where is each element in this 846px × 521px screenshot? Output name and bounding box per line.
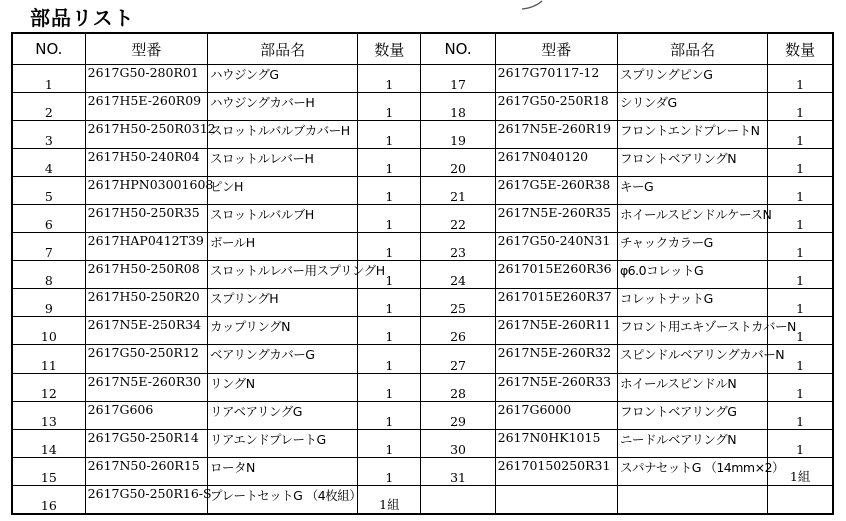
table-row (12, 317, 833, 345)
part-qty-cell: 1 (358, 345, 421, 373)
part-qty-cell: 1 (768, 233, 833, 261)
part-qty-cell (768, 485, 833, 514)
part-qty-cell: 1 (768, 373, 833, 401)
part-qty-cell: 1 (358, 289, 421, 317)
part-model-cell: 2617G50-250R18 (495, 93, 617, 121)
part-model-cell: 2617N5E-250R34 (85, 317, 207, 345)
part-number-cell: 12 (12, 373, 85, 401)
part-model-cell: 2617H50-250R08 (85, 261, 207, 289)
part-number-cell: 27 (421, 345, 495, 373)
part-model-cell: 2617HPN03001608 (85, 177, 207, 205)
part-model-cell: 2617H50-250R35 (85, 205, 207, 233)
part-number-cell: 16 (12, 485, 85, 514)
part-model-cell: 2617N040120 (495, 149, 617, 177)
part-model-cell: 2617N5E-260R33 (495, 373, 617, 401)
part-number-cell: 6 (12, 205, 85, 233)
table-row (12, 373, 833, 401)
part-model-cell: 2617G70117-12 (495, 65, 617, 93)
part-model-cell: 2617N5E-260R11 (495, 317, 617, 345)
part-number-cell: 15 (12, 457, 85, 485)
part-qty-cell: 1 (358, 149, 421, 177)
part-qty-cell: 1 (768, 429, 833, 457)
part-number-cell: 9 (12, 289, 85, 317)
header-row (12, 33, 833, 65)
part-number-cell: 18 (421, 93, 495, 121)
part-qty-cell: 1 (768, 93, 833, 121)
part-qty-cell: 1 (768, 289, 833, 317)
part-qty-cell: 1組 (768, 457, 833, 485)
part-name-cell: ロータN (207, 457, 357, 485)
part-model-cell: 2617G50-250R16-S (85, 485, 207, 514)
part-name-cell: ハウジングG (207, 65, 357, 93)
part-qty-cell: 1 (358, 65, 421, 93)
table-row (12, 205, 833, 233)
part-qty-cell: 1 (768, 121, 833, 149)
part-number-cell: 26 (421, 317, 495, 345)
part-qty-cell: 1組 (358, 485, 421, 514)
part-name-cell: スプリングH (207, 289, 357, 317)
table-row (12, 289, 833, 317)
part-qty-cell: 1 (768, 205, 833, 233)
part-qty-cell: 1 (358, 261, 421, 289)
part-model-cell: 2617015E260R37 (495, 289, 617, 317)
part-model-cell: 2617G6000 (495, 401, 617, 429)
part-name-cell: ニードルベアリングN (617, 429, 767, 457)
part-name-cell: フロントベアリングG (617, 401, 767, 429)
part-qty-cell: 1 (358, 233, 421, 261)
part-model-cell: 2617HAP0412T39 (85, 233, 207, 261)
part-qty-cell: 1 (358, 205, 421, 233)
part-qty-cell: 1 (358, 121, 421, 149)
part-model-cell: 2617N5E-260R32 (495, 345, 617, 373)
part-number-cell: 11 (12, 345, 85, 373)
part-name-cell: フロントベアリングN (617, 149, 767, 177)
part-qty-cell: 1 (768, 401, 833, 429)
table-row (12, 149, 833, 177)
part-number-cell: 31 (421, 457, 495, 485)
part-number-cell: 30 (421, 429, 495, 457)
table-row (12, 401, 833, 429)
table-row (12, 65, 833, 93)
part-model-cell: 2617015E260R36 (495, 261, 617, 289)
part-model-cell: 2617N0HK1015 (495, 429, 617, 457)
header-no: NO. (421, 33, 495, 65)
part-number-cell: 19 (421, 121, 495, 149)
part-model-cell: 2617G50-240N31 (495, 233, 617, 261)
part-number-cell: 22 (421, 205, 495, 233)
part-number-cell: 10 (12, 317, 85, 345)
part-name-cell: ボールH (207, 233, 357, 261)
header-qty: 数量 (358, 33, 421, 65)
part-qty-cell: 1 (358, 317, 421, 345)
table-row (12, 345, 833, 373)
part-model-cell: 2617G5E-260R38 (495, 177, 617, 205)
part-name-cell: ホイールスピンドルケースN (617, 205, 767, 233)
part-model-cell: 2617N5E-260R35 (495, 205, 617, 233)
part-name-cell (617, 485, 767, 514)
part-name-cell: フロントエンドプレートN (617, 121, 767, 149)
part-name-cell: ホイールスピンドルN (617, 373, 767, 401)
part-name-cell: シリンダG (617, 93, 767, 121)
part-qty-cell: 1 (768, 149, 833, 177)
part-name-cell: スロットルバルブH (207, 205, 357, 233)
part-qty-cell: 1 (768, 317, 833, 345)
part-model-cell: 2617G606 (85, 401, 207, 429)
part-name-cell: ハウジングカバーH (207, 93, 357, 121)
part-qty-cell: 1 (768, 261, 833, 289)
part-number-cell: 7 (12, 233, 85, 261)
part-name-cell: チャックカラーG (617, 233, 767, 261)
table-row (12, 93, 833, 121)
part-name-cell: ベアリングカバーG (207, 345, 357, 373)
part-number-cell: 13 (12, 401, 85, 429)
part-name-cell: リングN (207, 373, 357, 401)
part-model-cell: 2617G50-280R01 (85, 65, 207, 93)
part-number-cell: 2 (12, 93, 85, 121)
header-name: 部品名 (207, 33, 357, 65)
part-qty-cell: 1 (768, 345, 833, 373)
table-row (12, 233, 833, 261)
part-qty-cell: 1 (768, 65, 833, 93)
part-name-cell: コレットナットG (617, 289, 767, 317)
part-qty-cell: 1 (358, 373, 421, 401)
part-name-cell: ピンH (207, 177, 357, 205)
part-model-cell: 2617G50-250R12 (85, 345, 207, 373)
part-number-cell: 14 (12, 429, 85, 457)
header-model: 型番 (495, 33, 617, 65)
part-number-cell: 5 (12, 177, 85, 205)
part-number-cell: 25 (421, 289, 495, 317)
part-qty-cell: 1 (358, 429, 421, 457)
part-name-cell: カップリングN (207, 317, 357, 345)
header-model: 型番 (85, 33, 207, 65)
part-number-cell: 3 (12, 121, 85, 149)
part-number-cell: 1 (12, 65, 85, 93)
part-name-cell: プレートセットG （4枚組） (207, 485, 357, 514)
part-qty-cell: 1 (358, 177, 421, 205)
parts-table (11, 32, 834, 515)
part-name-cell: キーG (617, 177, 767, 205)
table-row (12, 429, 833, 457)
part-model-cell: 2617N5E-260R30 (85, 373, 207, 401)
part-number-cell (421, 485, 495, 514)
part-name-cell: スロットルバルブカバーH (207, 121, 357, 149)
part-model-cell: 2617H50-250R0312 (85, 121, 207, 149)
part-name-cell: スパナセットG （14mm×2） (617, 457, 767, 485)
part-name-cell: φ6.0コレットG (617, 261, 767, 289)
part-number-cell: 17 (421, 65, 495, 93)
part-name-cell: スロットルレバーH (207, 149, 357, 177)
part-qty-cell: 1 (358, 93, 421, 121)
part-qty-cell: 1 (358, 457, 421, 485)
part-name-cell: リアベアリングG (207, 401, 357, 429)
part-name-cell: フロント用エキゾーストカバーN (617, 317, 767, 345)
table-row (12, 177, 833, 205)
part-qty-cell: 1 (768, 177, 833, 205)
part-name-cell: スロットルレバー用スプリングH (207, 261, 357, 289)
decorative-swoosh-mark (520, 0, 550, 10)
part-model-cell: 2617N5E-260R19 (495, 121, 617, 149)
part-model-cell: 26170150250R31 (495, 457, 617, 485)
header-name: 部品名 (617, 33, 767, 65)
part-number-cell: 4 (12, 149, 85, 177)
part-number-cell: 20 (421, 149, 495, 177)
part-number-cell: 24 (421, 261, 495, 289)
part-model-cell (495, 485, 617, 514)
part-number-cell: 8 (12, 261, 85, 289)
part-name-cell: リアエンドプレートG (207, 429, 357, 457)
part-model-cell: 2617H50-250R20 (85, 289, 207, 317)
table-row (12, 121, 833, 149)
part-model-cell: 2617N50-260R15 (85, 457, 207, 485)
header-no: NO. (12, 33, 85, 65)
part-model-cell: 2617G50-250R14 (85, 429, 207, 457)
part-number-cell: 28 (421, 373, 495, 401)
part-model-cell: 2617H5E-260R09 (85, 93, 207, 121)
part-name-cell: スピンドルベアリングカバーN (617, 345, 767, 373)
page-title: 部品リスト (30, 6, 135, 30)
table-row (12, 457, 833, 485)
part-number-cell: 29 (421, 401, 495, 429)
part-model-cell: 2617H50-240R04 (85, 149, 207, 177)
part-qty-cell: 1 (358, 401, 421, 429)
table-row (12, 485, 833, 514)
header-qty: 数量 (768, 33, 833, 65)
part-name-cell: スプリングピンG (617, 65, 767, 93)
part-number-cell: 21 (421, 177, 495, 205)
part-number-cell: 23 (421, 233, 495, 261)
table-row (12, 261, 833, 289)
